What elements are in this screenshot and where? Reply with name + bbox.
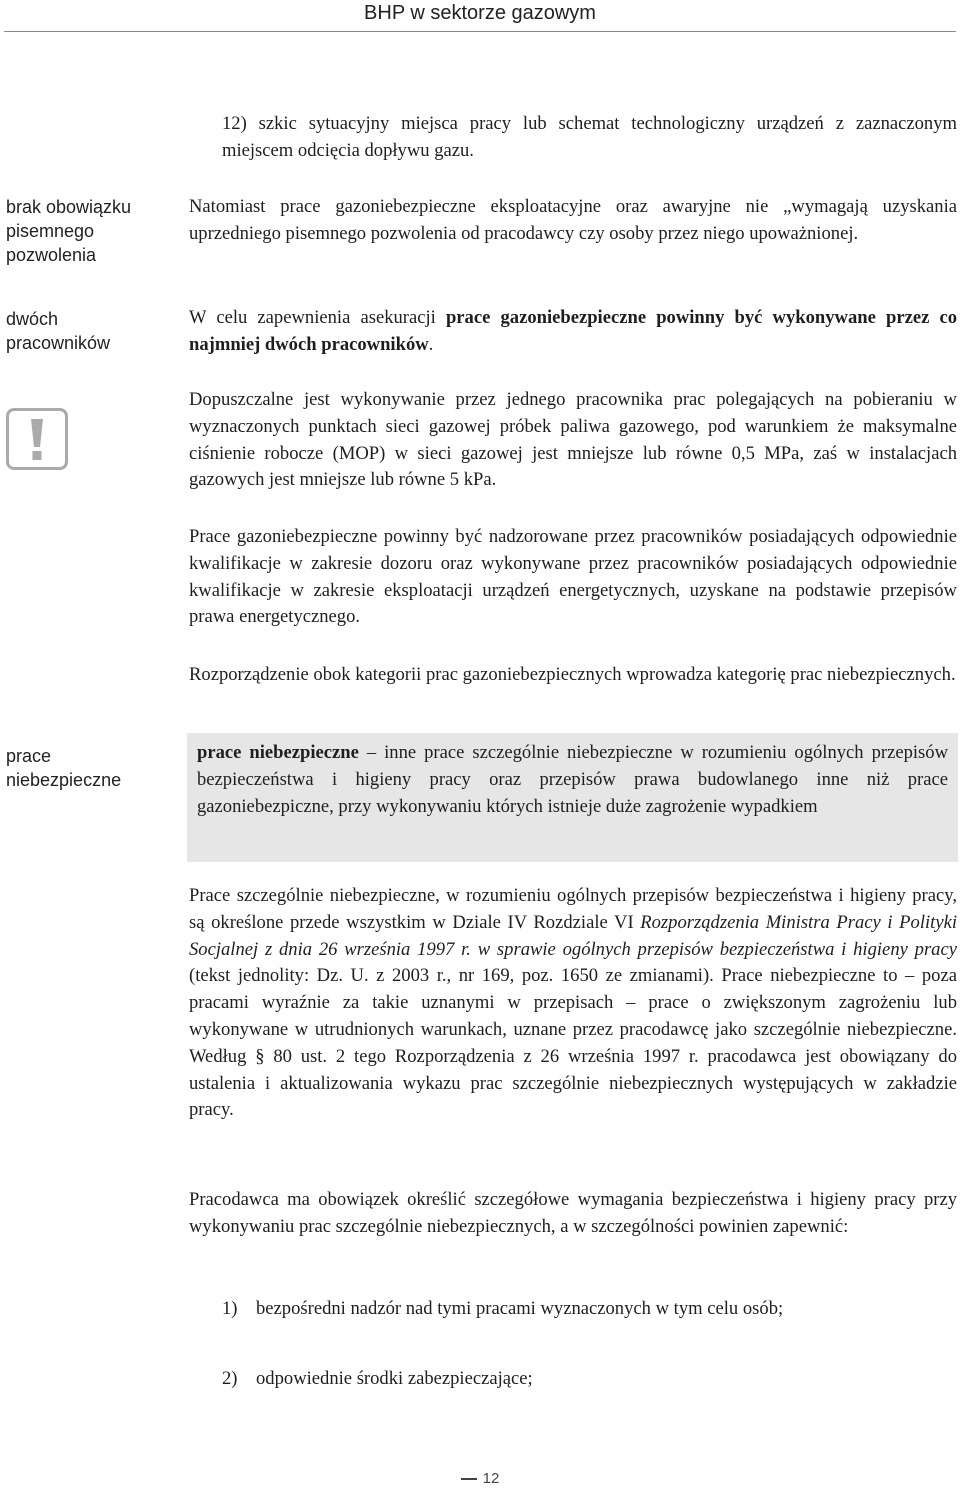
- footer-dash: [461, 1478, 477, 1480]
- paragraph-no-permit: [189, 194, 957, 248]
- margin-note-line: brak obowiązku: [6, 197, 132, 217]
- list-item-1: [222, 1296, 957, 1323]
- paragraph-single-worker: [189, 387, 957, 494]
- page-footer: [0, 1470, 960, 1487]
- margin-note-line: pracowników: [6, 333, 111, 353]
- paragraph-text: Prace gazoniebezpieczne powinny być nadzorowane przez pracowników posiadających odpowiednie kwalifikacje w zakresie dozoru oraz wykonywane przez pracowników posiadających odpowiednie kwalifikacje w zakresie eksploatacji urządzeń energetycznych, uzyskane na podstawie przepisów prawa energetycznego.: [189, 526, 957, 628]
- list-number: 2): [222, 1368, 238, 1389]
- list-item-2: [222, 1366, 957, 1393]
- list-text: odpowiednie środki zabezpieczające;: [256, 1368, 533, 1389]
- paragraph-particularly-dangerous: [189, 883, 957, 1124]
- italic-citation: Rozporządzenia Ministra Pracy i Polityki Socjalnej z dnia 26 września 1997 r. w sprawie ogólnych przepisów bezpieczeństwa i higieny pracy: [189, 911, 957, 960]
- paragraph-text: Natomiast prace gazoniebezpieczne eksploatacyjne oraz awaryjne nie „wymagają uzyskania uprzedniego pisemnego pozwolenia od pracodawcy czy osoby przez niego upoważnionej.: [189, 196, 957, 244]
- bold-text: prace gazoniebezpieczne powinny być wykonywane przez co najmniej dwóch pracowników: [189, 307, 958, 355]
- margin-note-line: prace: [6, 746, 52, 766]
- list-number: 1): [222, 1298, 238, 1319]
- definition-term: prace niebezpieczne: [197, 742, 359, 763]
- margin-note-dangerous-work: [6, 744, 176, 792]
- margin-note-line: dwóch: [6, 309, 59, 329]
- paragraph-text: Dopuszczalne jest wykonywanie przez jednego pracownika prac polegających na pobieraniu w wyznaczonych punktach sieci gazowej próbek paliwa gazowego, pod warunkiem że maksymalne ciśnienie robocze (MOP) w sieci gazowej jest mniejsze lub równe 0,5 MPa, zaś w instalacjach gazowych jest mniejsze lub równe 5 kPa.: [189, 389, 957, 491]
- margin-note-two-workers: [6, 307, 176, 355]
- paragraph-regulation: [189, 662, 957, 689]
- paragraph-supervision: [189, 524, 957, 631]
- list-text: bezpośredni nadzór nad tymi pracami wyznaczonych w tym celu osób;: [256, 1298, 784, 1319]
- definition-text: [187, 733, 958, 820]
- margin-note-line: niebezpieczne: [6, 770, 122, 790]
- paragraph-two-workers: [189, 305, 957, 359]
- page-number: 12: [482, 1470, 500, 1487]
- exclamation-icon: [6, 408, 68, 470]
- list-item-text: 12) szkic sytuacyjny miejsca pracy lub schemat technologiczny urządzeń z zaznaczonym miejscem odcięcia dopływu gazu.: [222, 113, 957, 161]
- header-title: BHP w sektorze gazowym: [364, 2, 596, 24]
- running-header: [0, 0, 960, 34]
- definition-body: – inne prace szczególnie niebezpieczne w rozumieniu ogólnych przepisów bezpieczeństwa i higieny pracy oraz przepisów prawa budowlanego inne niż prace gazoniebezpiczne, przy wykonywaniu których istnieje duże zagrożenie wypadkiem: [197, 742, 948, 817]
- paragraph-text: Rozporządzenie obok kategorii prac gazoniebezpiecznych wprowadza kategorię prac niebezpiecznych.: [189, 664, 956, 685]
- margin-note-line: pisemnego: [6, 221, 95, 241]
- paragraph-text: Pracodawca ma obowiązek określić szczegółowe wymagania bezpieczeństwa i higieny pracy przy wykonywaniu prac szczególnie niebezpiecznych, a w szczególności powinien zapewnić:: [189, 1189, 957, 1237]
- list-item-12: [222, 111, 957, 165]
- margin-note-no-permit: [6, 195, 176, 267]
- paragraph-text: .: [428, 333, 434, 355]
- paragraph-text: (tekst jednolity: Dz. U. z 2003 r., nr 169, poz. 1650 ze zmianami). Prace niebezpieczne to – poza pracami wyraźnie za takie uznanymi w przepisach – prace o zwiększonym zagrożeniu lub wykonywane w utrudnionych warunkach, uznane przez pracodawcę jako szczególnie niebezpieczne. Według § 80 ust. 2 tego Rozporządzenia z 26 września 1997 r. pracodawca jest obowiązany do ustalenia i aktualizowania wykazu prac szczególnie niebezpiecznych występujących w zakładzie pracy.: [189, 965, 957, 1121]
- definition-box: [187, 733, 958, 862]
- paragraph-employer-duty: [189, 1187, 957, 1241]
- header-rule: [4, 31, 956, 32]
- paragraph-text: W celu zapewnienia asekuracji: [189, 307, 446, 328]
- margin-note-line: pozwolenia: [6, 245, 97, 265]
- paragraph-text: Prace szczególnie niebezpieczne, w rozumieniu ogólnych przepisów bezpieczeństwa i higieny pracy, są określone przede wszystkim w Dziale IV Rozdziale VI: [189, 885, 957, 933]
